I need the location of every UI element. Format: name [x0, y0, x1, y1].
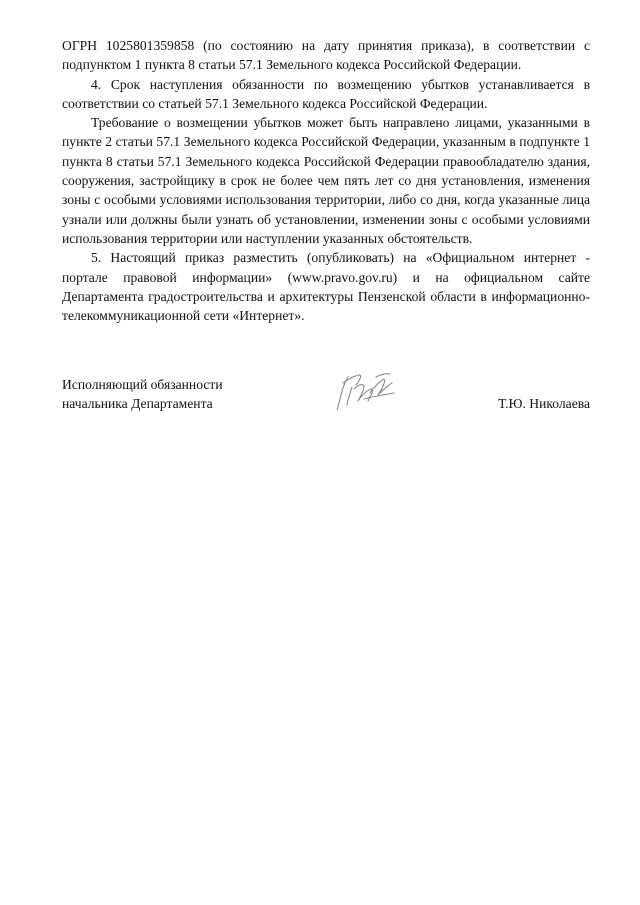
signatory-position	[62, 375, 302, 414]
signatory-name: Т.Ю. Николаева	[498, 396, 590, 411]
signatory-position-line-1: Исполняющий обязанности	[62, 377, 223, 392]
paragraph-damages-claim: Требование о возмещении убытков может быть направлено лицами, указанными в пункте 2 статьи 57.1 Земельного кодекса Российской Федерации, указанным в подпункте 1 пункта 8 статьи 57.1 Земельного кодекса Российской Федерации правообладателю здания, сооружения, застройщику в срок не более чем пять лет со дня установления, изменения зоны с особыми условиями использования территории, либо со дня, когда указанные лица узнали или должны были узнать об установлении, изменении зоны с особыми условиями использования территории или наступлении указанных обстоятельств.	[62, 115, 590, 246]
paragraph-item-5: 5. Настоящий приказ разместить (опубликовать) на «Официальном интернет - портале правовой информации» (www.pravo.gov.ru) и на официальном сайте Департамента градостроительства и архитектуры Пензенской области в информационно-телекоммуникационной сети «Интернет».	[62, 250, 590, 324]
signatory-position-line-2: начальника Департамента	[62, 396, 213, 412]
signature-block	[62, 375, 590, 415]
handwritten-signature	[334, 369, 400, 413]
paragraph-item-4: 4. Срок наступления обязанности по возмещению убытков устанавливается в соответствии со статьей 57.1 Земельного кодекса Российской Федерации.	[62, 76, 590, 111]
paragraph-ogrn-continuation: ОГРН 1025801359858 (по состоянию на дату принятия приказа), в соответствии с подпунктом 1 пункта 8 статьи 57.1 Земельного кодекса Российской Федерации.	[62, 38, 590, 73]
document-body	[62, 36, 590, 325]
